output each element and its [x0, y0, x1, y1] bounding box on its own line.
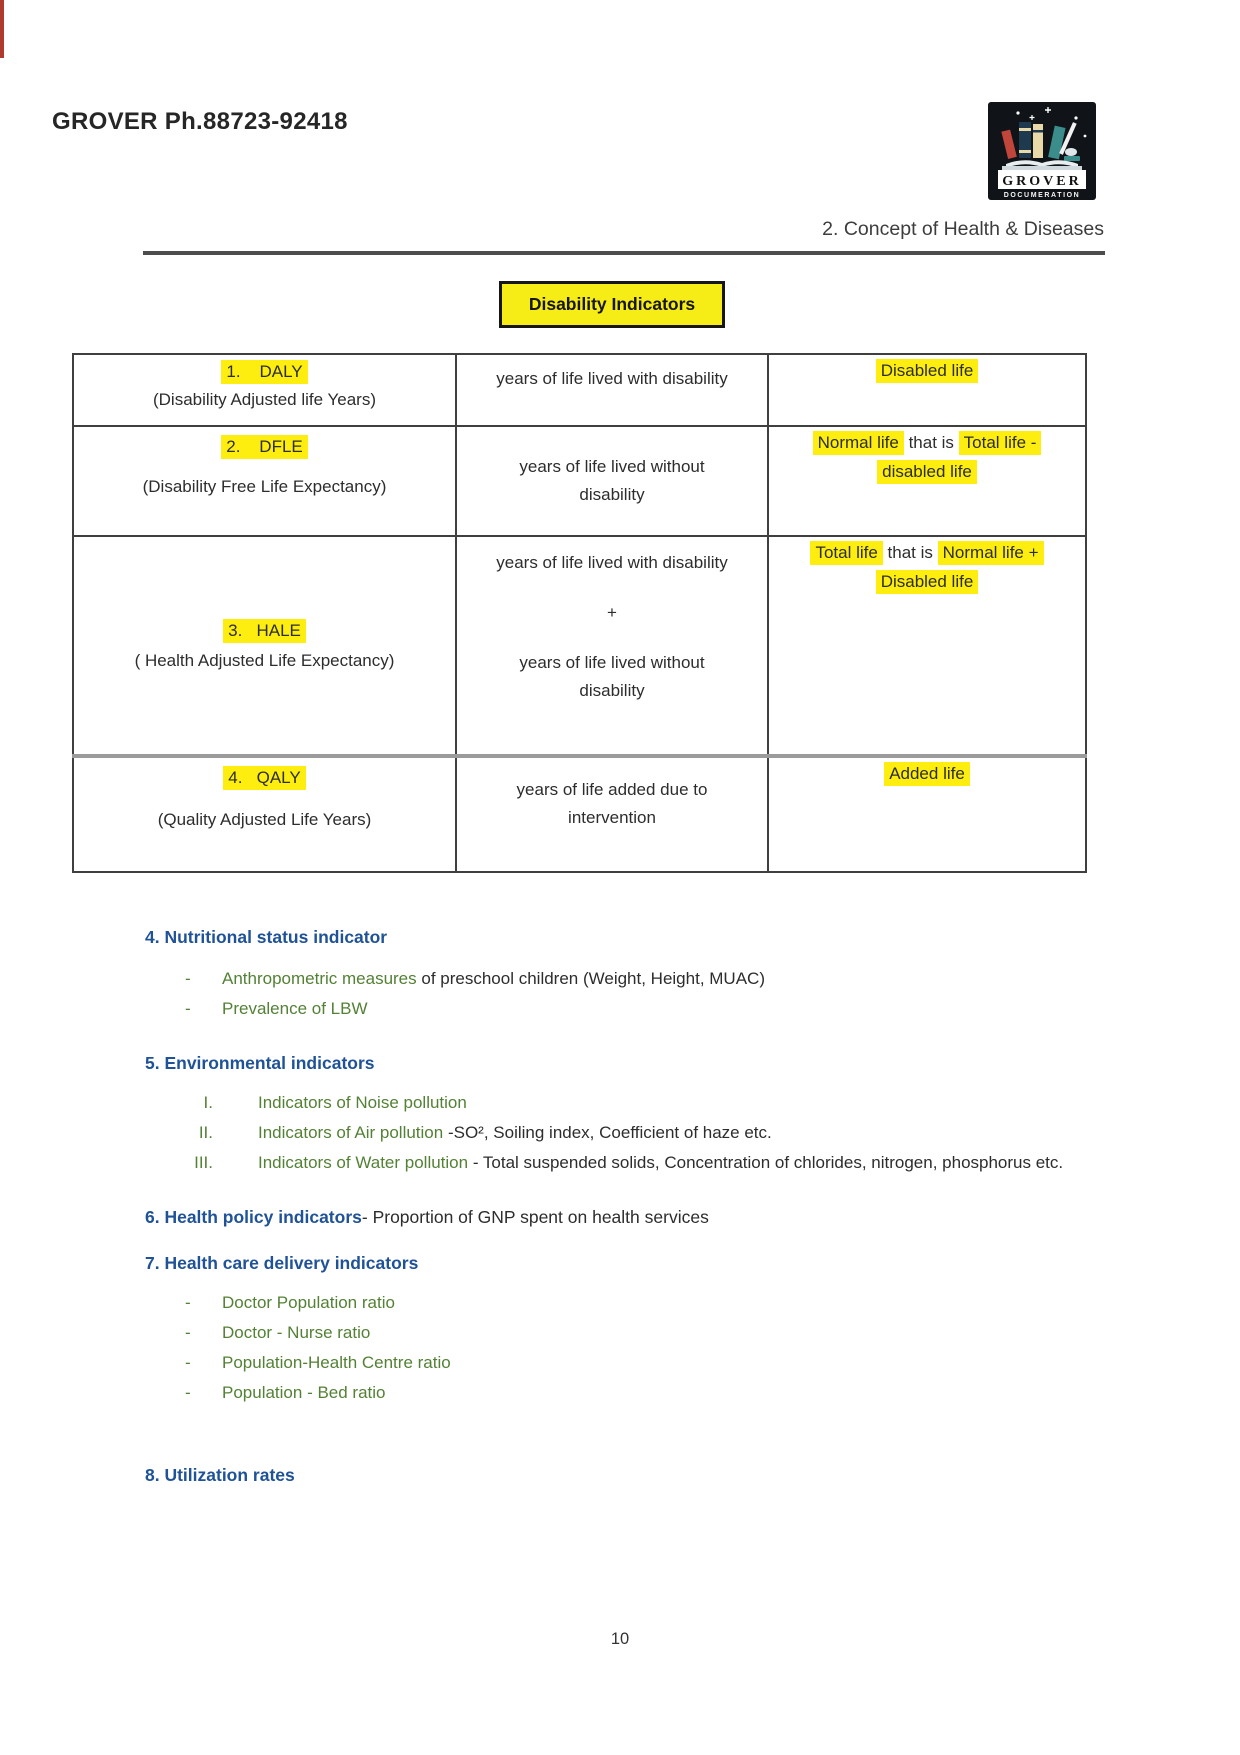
list-item-text: Doctor - Nurse ratio — [222, 1323, 371, 1342]
heading-suffix-text: - Proportion of GNP spent on health services — [361, 1207, 709, 1227]
brand-logo — [988, 102, 1096, 200]
disability-indicators-table — [72, 353, 1087, 873]
description-line: intervention — [568, 807, 656, 827]
dash-bullet: - — [185, 1383, 191, 1402]
list-item — [0, 994, 1240, 1024]
term-abbreviation: 3. HALE — [223, 619, 306, 643]
result-line: Disabled life — [769, 569, 1085, 595]
indicator-sections — [0, 918, 1240, 1488]
description-line: years of life added due to — [516, 779, 708, 799]
description-line: years of life lived without — [519, 653, 705, 672]
plus-sign: + — [607, 603, 617, 622]
list-item — [0, 1378, 1240, 1408]
list-item — [0, 1348, 1240, 1378]
cell-result — [768, 536, 1086, 756]
term-abbreviation: 1. DALY — [221, 360, 307, 384]
cell-result — [768, 756, 1086, 872]
table-row-dfle — [73, 426, 1086, 536]
heading-environmental: 5. Environmental indicators — [145, 1053, 375, 1073]
cell-description — [456, 354, 768, 426]
list-item — [0, 1318, 1240, 1348]
list-item-text: Anthropometric measures of preschool children (Weight, Height, MUAC) — [222, 969, 765, 988]
term-full-name: (Disability Free Life Expectancy) — [142, 477, 387, 496]
list-item-text: Population-Health Centre ratio — [222, 1353, 451, 1372]
list-item-text: Indicators of Water pollution - Total suspended solids, Concentration of chlorides, nitrogen, phosphorus etc. — [258, 1153, 1064, 1172]
term-abbreviation: 4. QALY — [223, 766, 305, 790]
cell-description — [456, 536, 768, 756]
cell-result — [768, 426, 1086, 536]
cell-term — [73, 426, 456, 536]
dash-bullet: - — [185, 1353, 191, 1372]
heading-nutritional-status: 4. Nutritional status indicator — [145, 927, 388, 947]
list-item-text: Prevalence of LBW — [222, 999, 368, 1018]
logo-subtitle-text: DOCUMERATION — [1003, 192, 1081, 199]
list-item-text: Indicators of Air pollution -SO², Soiling index, Coefficient of haze etc. — [258, 1123, 772, 1142]
result-line: disabled life — [769, 459, 1085, 485]
list-item — [0, 1148, 1240, 1178]
heading-health-care-delivery: 7. Health care delivery indicators — [145, 1253, 419, 1273]
list-item-text: Population - Bed ratio — [222, 1383, 386, 1402]
page-number: 10 — [610, 1630, 630, 1648]
list-item-text: Indicators of Noise pollution — [258, 1093, 467, 1112]
header-phone: GROVER Ph.88723-92418 — [52, 108, 348, 135]
dash-bullet: - — [185, 969, 191, 988]
result-line: Normal life that is Total life - — [769, 430, 1085, 456]
result-line: Added life — [769, 761, 1085, 787]
result-line: Disabled life — [769, 358, 1085, 384]
term-full-name: (Quality Adjusted Life Years) — [157, 810, 372, 829]
roman-numeral: I. — [203, 1093, 213, 1112]
section-title-box: Disability Indicators — [499, 281, 725, 328]
table-row-daly — [73, 354, 1086, 426]
term-full-name: ( Health Adjusted Life Expectancy) — [134, 650, 395, 670]
description-line: years of life lived with disability — [496, 553, 728, 572]
result-line: Total life that is Normal life + — [769, 540, 1085, 566]
heading-text: 6. Health policy indicators — [145, 1207, 362, 1227]
table-row-qaly — [73, 756, 1086, 872]
bullet-list — [0, 964, 1240, 1024]
header-divider — [143, 251, 1105, 255]
heading-health-policy — [145, 1204, 1240, 1230]
bullet-list — [0, 1288, 1240, 1408]
cell-term — [73, 756, 456, 872]
list-item-text: Doctor Population ratio — [222, 1293, 395, 1312]
cell-description — [456, 756, 768, 872]
list-item — [0, 1288, 1240, 1318]
description-line: years of life lived without — [519, 457, 705, 476]
description-line: disability — [579, 681, 645, 700]
logo-brand-text: GROVER — [1002, 174, 1082, 189]
description-line: years of life lived with disability — [496, 369, 728, 388]
roman-numeral: III. — [194, 1153, 213, 1172]
term-abbreviation: 2. DFLE — [221, 435, 308, 459]
roman-list — [0, 1088, 1240, 1178]
cell-result — [768, 354, 1086, 426]
list-item — [0, 964, 1240, 994]
dash-bullet: - — [185, 1323, 191, 1342]
dash-bullet: - — [185, 1293, 191, 1312]
cell-term — [73, 354, 456, 426]
scan-artifact-mark — [0, 0, 4, 58]
description-line: disability — [579, 485, 645, 504]
heading-utilization-rates: 8. Utilization rates — [145, 1465, 295, 1485]
logo-graphic — [988, 102, 1096, 200]
list-item — [0, 1088, 1240, 1118]
roman-numeral: II. — [198, 1123, 213, 1142]
list-item — [0, 1118, 1240, 1148]
cell-term — [73, 536, 456, 756]
dash-bullet: - — [185, 999, 191, 1018]
chapter-title: 2. Concept of Health & Diseases — [822, 218, 1104, 240]
term-full-name: (Disability Adjusted life Years) — [152, 390, 376, 409]
table-row-hale — [73, 536, 1086, 756]
cell-description — [456, 426, 768, 536]
